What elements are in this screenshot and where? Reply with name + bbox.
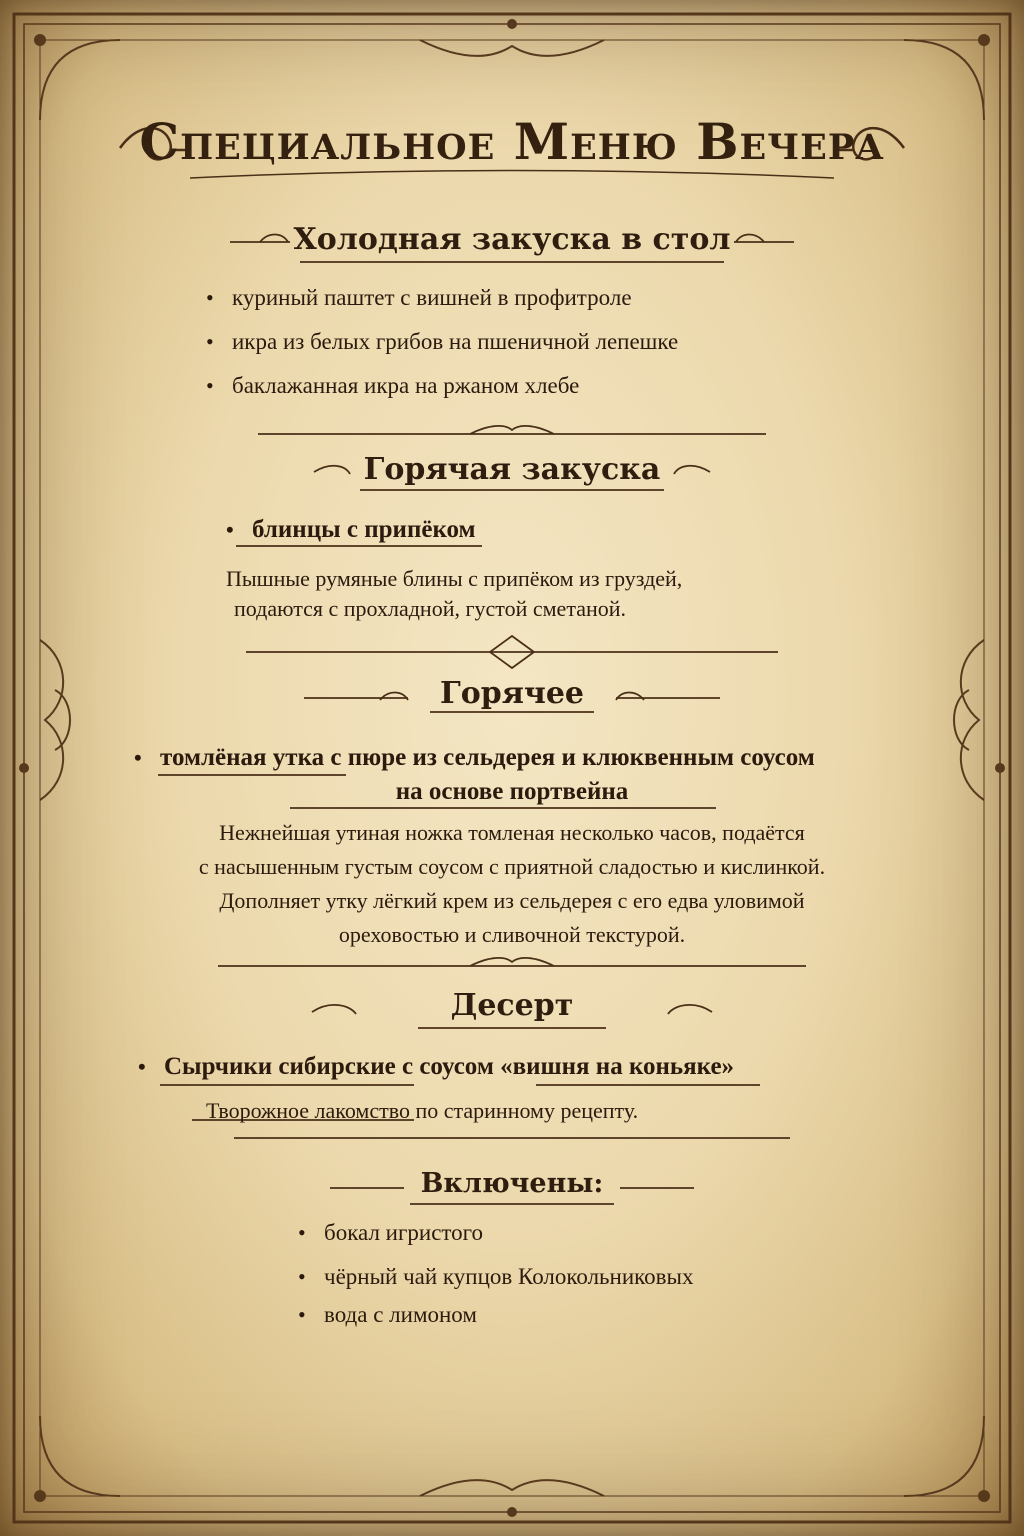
item-text: вода с лимоном [324, 1302, 477, 1327]
dish-name: блинцы с припёком [252, 516, 476, 543]
list-item [206, 329, 678, 355]
dish-description-line: Творожное лакомство по старинному рецепту. [206, 1098, 639, 1123]
dish-main-line2: на основе портвейна [395, 778, 629, 805]
dish-name-mid: с соусом [395, 1053, 501, 1080]
section-heading-included: Включены: [420, 1168, 604, 1199]
dish-description-line: ореховостью и сливочной текстурой. [338, 922, 686, 947]
item-text: баклажанная икра на ржаном хлебе [232, 373, 580, 398]
dish-main [134, 744, 815, 772]
section-heading-main: Горячее [440, 676, 584, 711]
list-item [298, 1220, 483, 1246]
item-text: бокал игристого [324, 1220, 484, 1245]
menu-title: Специальное Меню Вечера [139, 112, 885, 171]
list-item [298, 1264, 693, 1290]
item-text: куриный паштет с вишней в профитроле [232, 285, 632, 310]
item-text: икра из белых грибов на пшеничной лепешке [232, 329, 679, 354]
dish-hot-snack [226, 516, 476, 544]
dish-description-line: с насышенным густым соусом с приятной сладостью и кислинкой. [198, 854, 826, 879]
item-text: чёрный чай купцов Колокольниковых [324, 1264, 694, 1289]
bullet: • [206, 285, 214, 310]
bullet: • [134, 745, 142, 770]
bullet: • [298, 1220, 306, 1245]
dish-name-rest: с пюре из сельдерея и клюквенным соусом [324, 744, 815, 771]
dish-dessert [138, 1053, 734, 1081]
bullet: • [206, 373, 214, 398]
bullet: • [138, 1054, 146, 1079]
bullet: • [298, 1264, 306, 1289]
dish-name: Сырчики сибирские [164, 1053, 396, 1080]
dish-description-line: подаются с прохладной, густой сметаной. [234, 596, 627, 621]
dish-description-line: Нежнейшая утиная ножка томленая несколько часов, подаётся [219, 820, 805, 845]
bullet: • [206, 329, 214, 354]
section-heading-dessert: Десерт [450, 988, 574, 1023]
dish-description-line: Дополняет утку лёгкий крем из сельдерея с его едва уловимой [219, 888, 805, 913]
list-item [206, 285, 632, 311]
dish-sauce: «вишня на коньяке» [500, 1053, 735, 1080]
dish-name: томлёная утка [160, 744, 325, 771]
list-item [298, 1302, 477, 1328]
bullet: • [226, 517, 234, 542]
section-heading-hot-snack: Горячая закуска [363, 452, 661, 487]
dish-description-line: Пышные румяные блины с припёком из груздей, [226, 566, 683, 591]
section-heading-cold: Холодная закуска в стол [293, 222, 731, 257]
bullet: • [298, 1302, 306, 1327]
list-item [206, 373, 579, 399]
